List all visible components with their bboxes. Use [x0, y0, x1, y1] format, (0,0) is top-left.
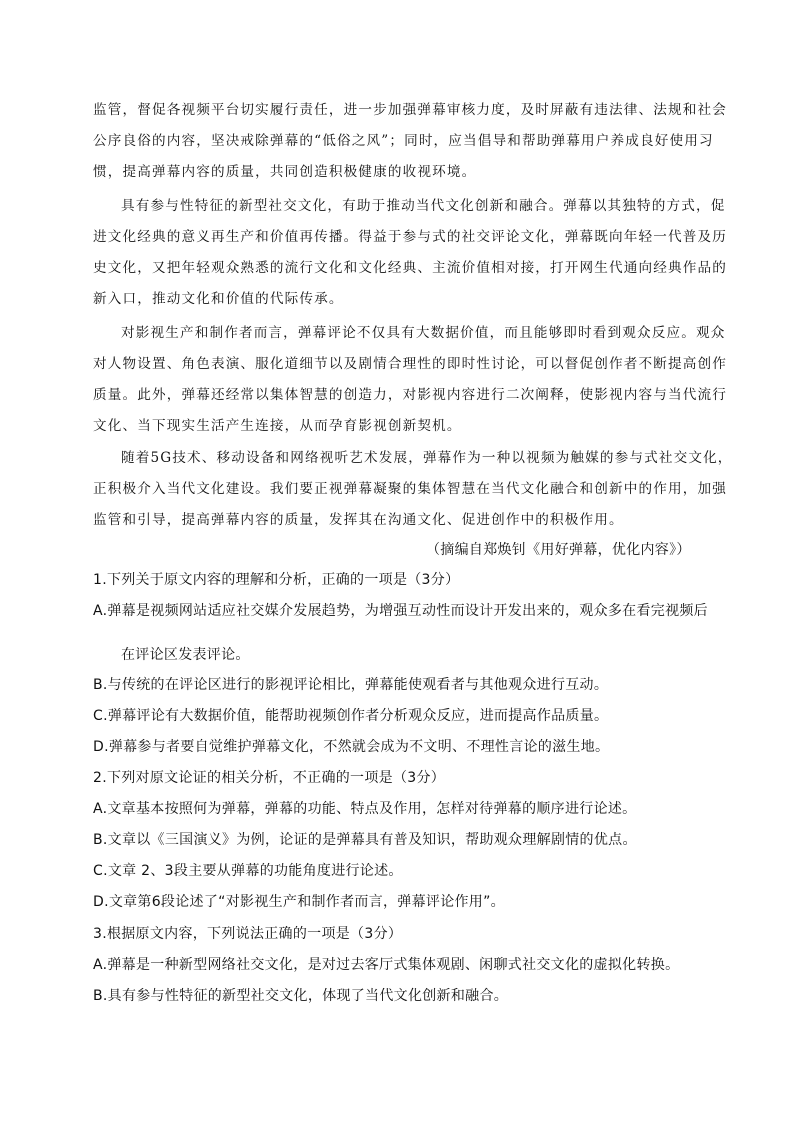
- question-option: B.文章以《三国演义》为例，论证的是弹幕具有普及知识，帮助观众理解剧情的优点。: [93, 832, 637, 848]
- passage-line: 新入口，推动文化和价值的代际传承。: [93, 291, 344, 307]
- question-option: C.弹幕评论有大数据价值，能帮助视频创作者分析观众反应，进而提高作品质量。: [93, 708, 609, 724]
- question-option: C.文章 2、3段主要从弹幕的功能角度进行论述。: [93, 863, 403, 879]
- passage-line: 史文化，又把年轻观众熟悉的流行文化和文化经典、主流价值相对接，打开网生代通向经典作品的: [93, 260, 727, 276]
- passage-line: 公序良俗的内容，坚决戒除弹幕的“低俗之风”；同时，应当倡导和帮助弹幕用户养成良好使用习: [93, 133, 714, 149]
- passage-line: 文化、当下现实生活产生连接，从而孕育影视创新契机。: [93, 418, 462, 434]
- passage-line: 随着5G技术、移动设备和网络视听艺术发展，弹幕作为一种以视频为触媒的参与式社交文化，: [121, 450, 733, 466]
- passage-line: 对人物设置、角色表演、服化道细节以及剧情合理性的即时性讨论，可以督促创作者不断提高创作: [93, 356, 727, 372]
- question-option: 在评论区发表评论。: [121, 647, 250, 663]
- question-option: A.弹幕是视频网站适应社交媒介发展趋势，为增强互动性而设计开发出来的，观众多在看完视频后: [93, 603, 708, 619]
- passage-line: 进文化经典的意义再生产和价值再传播。得益于参与式的社交评论文化，弹幕既向年轻一代普及历: [93, 229, 727, 245]
- question-option: A.弹幕是一种新型网络社交文化，是对过去客厅式集体观剧、闲聊式社交文化的虚拟化转换。: [93, 957, 680, 973]
- passage-line: 正积极介入当代文化建设。我们要正视弹幕凝聚的集体智慧在当代文化融合和创新中的作用，加强: [93, 481, 727, 497]
- passage-line: 具有参与性特征的新型社交文化，有助于推动当代文化创新和融合。弹幕以其独特的方式，促: [121, 198, 726, 214]
- question-option: B.具有参与性特征的新型社交文化，体现了当代文化创新和融合。: [93, 988, 509, 1004]
- question-option: D.弹幕参与者要自觉维护弹幕文化，不然就会成为不文明、不理性言论的滋生地。: [93, 739, 610, 755]
- question-stem: 2.下列对原文论证的相关分析，不正确的一项是（3分）: [93, 770, 446, 786]
- passage-line: 监管，督促各视频平台切实履行责任，进一步加强弹幕审核力度，及时屏蔽有违法律、法规和社会: [93, 102, 727, 118]
- question-stem: 1.下列关于原文内容的理解和分析，正确的一项是（3分）: [93, 572, 460, 588]
- passage-line: 监管和引导，提高弹幕内容的质量，发挥其在沟通文化、促进创作中的积极作用。: [93, 512, 624, 528]
- passage-line: 质量。此外，弹幕还经常以集体智慧的创造力，对影视内容进行二次阐释，使影视内容与当代流行: [93, 387, 727, 403]
- passage-line: 惯，提高弹幕内容的质量，共同创造积极健康的收视环境。: [93, 164, 477, 180]
- question-stem: 3.根据原文内容，下列说法正确的一项是（3分）: [93, 926, 403, 942]
- question-option: D.文章第6段论述了“对影视生产和制作者而言，弹幕评论作用”。: [93, 894, 505, 910]
- source-citation: （摘编自郑焕钊《用好弹幕，优化内容》）: [426, 542, 691, 558]
- question-option: B.与传统的在评论区进行的影视评论相比，弹幕能使观看者与其他观众进行互动。: [93, 677, 609, 693]
- question-option: A.文章基本按照何为弹幕，弹幕的功能、特点及作用，怎样对待弹幕的顺序进行论述。: [93, 801, 637, 817]
- passage-line: 对影视生产和制作者而言，弹幕评论不仅具有大数据价值，而且能够即时看到观众反应。观众: [121, 325, 726, 341]
